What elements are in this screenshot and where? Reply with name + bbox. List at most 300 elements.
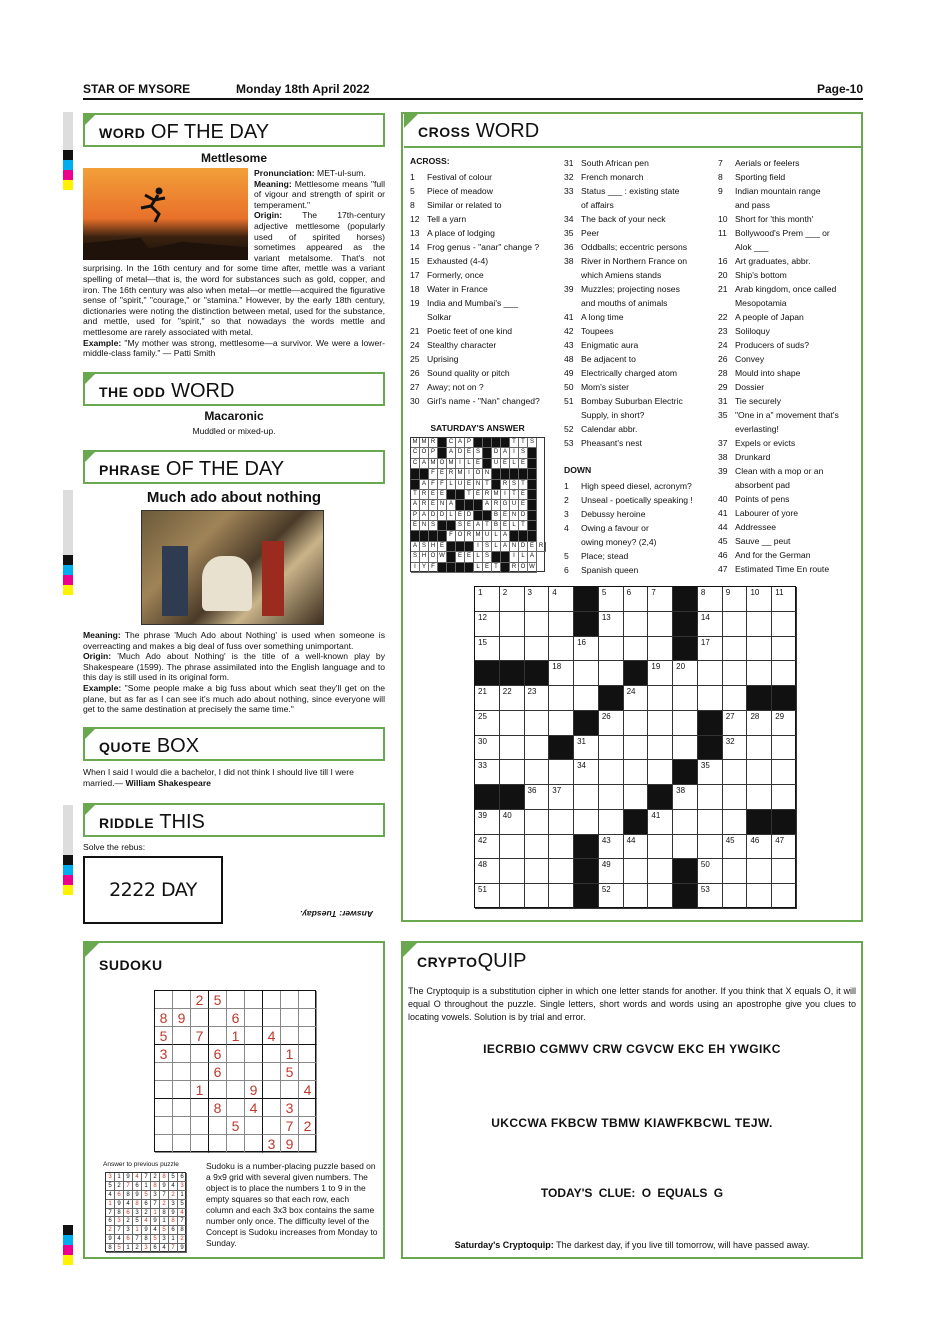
- crossword-cell[interactable]: 46: [747, 835, 772, 860]
- sudoku-cell[interactable]: [191, 1117, 209, 1135]
- answer-cell: T: [483, 521, 492, 531]
- answer-cell: [519, 531, 528, 541]
- crossword-cell[interactable]: [673, 711, 698, 736]
- sudoku-cell[interactable]: 5: [209, 991, 227, 1009]
- sudoku-cell[interactable]: [227, 1081, 245, 1099]
- crossword-cell[interactable]: 23: [525, 686, 550, 711]
- crossword-cell[interactable]: [549, 884, 574, 909]
- sudoku-cell[interactable]: [155, 1063, 173, 1081]
- black-cell: [525, 661, 550, 686]
- crossword-cell[interactable]: [698, 661, 723, 686]
- crossword-cell[interactable]: [549, 637, 574, 662]
- crossword-cell[interactable]: [624, 637, 649, 662]
- crossword-cell[interactable]: [599, 637, 624, 662]
- sudoku-cell[interactable]: [245, 1135, 263, 1153]
- answer-cell: R: [420, 490, 429, 500]
- previous-sudoku-cell: 1: [115, 1173, 124, 1182]
- crossword-cell[interactable]: [673, 810, 698, 835]
- crossword-cell[interactable]: 9: [723, 587, 748, 612]
- previous-sudoku-cell: 2: [169, 1191, 178, 1200]
- sudoku-cell[interactable]: 8: [155, 1009, 173, 1027]
- crossword-cell[interactable]: 15: [475, 637, 500, 662]
- crossword-cell[interactable]: [648, 835, 673, 860]
- crossword-cell[interactable]: [525, 711, 550, 736]
- sudoku-cell[interactable]: [191, 1099, 209, 1117]
- crossword-cell[interactable]: [525, 810, 550, 835]
- crossword-cell[interactable]: [624, 736, 649, 761]
- sudoku-cell[interactable]: 9: [281, 1135, 299, 1153]
- sudoku-cell[interactable]: [281, 1009, 299, 1027]
- crossword-cell[interactable]: 28: [747, 711, 772, 736]
- crossword-cell[interactable]: 31: [574, 736, 599, 761]
- crossword-cell[interactable]: [723, 686, 748, 711]
- crossword-cell[interactable]: [500, 612, 525, 637]
- crossword-cell[interactable]: [648, 760, 673, 785]
- crossword-cell[interactable]: [500, 835, 525, 860]
- crossword-cell[interactable]: [648, 637, 673, 662]
- crossword-cell[interactable]: 32: [723, 736, 748, 761]
- sudoku-cell[interactable]: [281, 991, 299, 1009]
- previous-sudoku-cell: 8: [160, 1173, 169, 1182]
- crossword-cell[interactable]: 26: [599, 711, 624, 736]
- sudoku-cell[interactable]: [245, 1063, 263, 1081]
- crossword-cell[interactable]: [500, 736, 525, 761]
- crossword-cell[interactable]: [549, 711, 574, 736]
- answer-cell: E: [501, 511, 510, 521]
- answer-cell: [411, 469, 420, 479]
- crossword-cell[interactable]: [624, 785, 649, 810]
- crossword-cell[interactable]: [574, 785, 599, 810]
- previous-sudoku-cell: 4: [178, 1209, 187, 1218]
- crossword-cell[interactable]: [747, 760, 772, 785]
- crossword-cell[interactable]: [525, 884, 550, 909]
- quote-text: When I said I would die a bachelor, I did not think I should live till I were married.— William Shakespeare: [83, 767, 354, 788]
- previous-sudoku-cell: 7: [115, 1226, 124, 1235]
- crossword-cell[interactable]: [772, 612, 797, 637]
- crossword-cell[interactable]: 12: [475, 612, 500, 637]
- sudoku-cell[interactable]: [173, 1045, 191, 1063]
- crossword-cell[interactable]: 10: [747, 587, 772, 612]
- crossword-cell[interactable]: 44: [624, 835, 649, 860]
- crossword-cell[interactable]: 38: [673, 785, 698, 810]
- crossword-cell[interactable]: 36: [525, 785, 550, 810]
- black-cell: [574, 835, 599, 860]
- crossword-cell[interactable]: [772, 785, 797, 810]
- crossword-cell[interactable]: [648, 859, 673, 884]
- answer-cell: E: [429, 490, 438, 500]
- crossword-cell[interactable]: 19: [648, 661, 673, 686]
- crossword-cell[interactable]: 11: [772, 587, 797, 612]
- crossword-cell[interactable]: 50: [698, 859, 723, 884]
- previous-sudoku-cell: 9: [115, 1200, 124, 1209]
- sudoku-cell[interactable]: [245, 1027, 263, 1045]
- black-cell: [574, 587, 599, 612]
- crossword-cell[interactable]: 33: [475, 760, 500, 785]
- crossword-cell[interactable]: [723, 612, 748, 637]
- clue-item: 31 South African pen: [564, 158, 649, 168]
- answer-cell: I: [456, 459, 465, 469]
- previous-sudoku-cell: 2: [106, 1226, 115, 1235]
- sudoku-cell[interactable]: [227, 991, 245, 1009]
- crossword-cell[interactable]: [723, 810, 748, 835]
- sudoku-cell[interactable]: 5: [281, 1063, 299, 1081]
- sudoku-cell[interactable]: 3: [263, 1135, 281, 1153]
- crossword-cell[interactable]: [648, 736, 673, 761]
- sudoku-cell[interactable]: 7: [281, 1117, 299, 1135]
- crossword-cell[interactable]: 16: [574, 637, 599, 662]
- sudoku-cell[interactable]: 3: [281, 1099, 299, 1117]
- crossword-cell[interactable]: 3: [525, 587, 550, 612]
- answer-cell: B: [492, 511, 501, 521]
- sudoku-cell[interactable]: [299, 1135, 317, 1153]
- sudoku-cell[interactable]: [191, 1009, 209, 1027]
- crossword-cell[interactable]: [648, 612, 673, 637]
- crossword-cell[interactable]: [723, 884, 748, 909]
- crossword-cell[interactable]: 14: [698, 612, 723, 637]
- previous-sudoku-cell: 8: [160, 1209, 169, 1218]
- answer-cell: M: [420, 438, 429, 448]
- clue-item: 29 Dossier: [718, 382, 765, 392]
- sudoku-cell[interactable]: [191, 1135, 209, 1153]
- sudoku-cell[interactable]: [263, 1045, 281, 1063]
- crossword-cell[interactable]: [723, 661, 748, 686]
- crossword-cell[interactable]: [599, 736, 624, 761]
- crossword-cell[interactable]: [624, 859, 649, 884]
- sudoku-cell[interactable]: [227, 1135, 245, 1153]
- sudoku-cell[interactable]: [281, 1081, 299, 1099]
- crossword-cell[interactable]: [500, 637, 525, 662]
- answer-cell: L: [510, 459, 519, 469]
- crossword-cell[interactable]: 39: [475, 810, 500, 835]
- crossword-cell[interactable]: 42: [475, 835, 500, 860]
- sudoku-cell[interactable]: [263, 1099, 281, 1117]
- crossword-cell[interactable]: [500, 859, 525, 884]
- crossword-grid[interactable]: [474, 586, 796, 908]
- answer-cell: S: [456, 521, 465, 531]
- crossword-cell[interactable]: 17: [698, 637, 723, 662]
- crossword-cell[interactable]: 49: [599, 859, 624, 884]
- crossword-cell[interactable]: [772, 661, 797, 686]
- sudoku-cell[interactable]: [281, 1027, 299, 1045]
- crossword-cell[interactable]: [525, 859, 550, 884]
- crossword-cell[interactable]: 24: [624, 686, 649, 711]
- sudoku-cell[interactable]: [173, 1063, 191, 1081]
- black-cell: [574, 612, 599, 637]
- crossword-cell[interactable]: [698, 785, 723, 810]
- sudoku-cell[interactable]: [155, 1117, 173, 1135]
- sudoku-grid[interactable]: [154, 990, 316, 1152]
- answer-cell: I: [510, 448, 519, 458]
- crossword-cell[interactable]: [747, 612, 772, 637]
- crossword-cell[interactable]: [624, 612, 649, 637]
- answer-cell: A: [411, 542, 420, 552]
- sudoku-cell[interactable]: [299, 1027, 317, 1045]
- crossword-cell[interactable]: [648, 884, 673, 909]
- crossword-cell[interactable]: [500, 760, 525, 785]
- sudoku-cell[interactable]: 7: [191, 1027, 209, 1045]
- crossword-cell[interactable]: [624, 760, 649, 785]
- black-cell: [747, 686, 772, 711]
- previous-sudoku-cell: 8: [124, 1191, 133, 1200]
- issue-date: Monday 18th April 2022: [236, 82, 370, 96]
- sudoku-cell[interactable]: [155, 1081, 173, 1099]
- crossword-cell[interactable]: [723, 760, 748, 785]
- crossword-cell[interactable]: [772, 637, 797, 662]
- answer-cell: [447, 490, 456, 500]
- crossword-cell[interactable]: 29: [772, 711, 797, 736]
- crossword-cell[interactable]: [599, 661, 624, 686]
- crossword-cell[interactable]: 8: [698, 587, 723, 612]
- sudoku-cell[interactable]: 2: [299, 1117, 317, 1135]
- crossword-cell[interactable]: 2: [500, 587, 525, 612]
- crossword-cell[interactable]: [599, 785, 624, 810]
- crossword-cell[interactable]: 7: [648, 587, 673, 612]
- sudoku-cell[interactable]: [299, 1009, 317, 1027]
- crossword-cell[interactable]: [624, 884, 649, 909]
- crossword-cell[interactable]: [723, 785, 748, 810]
- crossword-cell[interactable]: 35: [698, 760, 723, 785]
- answer-cell: [501, 563, 510, 573]
- black-cell: [599, 686, 624, 711]
- previous-sudoku-cell: 2: [133, 1244, 142, 1253]
- sudoku-cell[interactable]: [173, 1099, 191, 1117]
- answer-cell: T: [519, 521, 528, 531]
- answer-cell: Y: [420, 563, 429, 573]
- crossword-cell[interactable]: 34: [574, 760, 599, 785]
- crossword-cell[interactable]: [525, 835, 550, 860]
- black-cell: [648, 785, 673, 810]
- answer-cell: R: [510, 563, 519, 573]
- crossword-cell[interactable]: 1: [475, 587, 500, 612]
- crossword-cell[interactable]: 13: [599, 612, 624, 637]
- crossword-header: CROSS WORD: [404, 114, 861, 148]
- color-swatch: [63, 565, 73, 575]
- sudoku-cell[interactable]: [299, 1045, 317, 1063]
- answer-cell: N: [420, 521, 429, 531]
- sudoku-cell[interactable]: [173, 1081, 191, 1099]
- answer-cell: M: [447, 459, 456, 469]
- crossword-cell[interactable]: [747, 661, 772, 686]
- crossword-cell[interactable]: 25: [475, 711, 500, 736]
- crossword-cell[interactable]: [698, 835, 723, 860]
- crossword-cell[interactable]: 5: [599, 587, 624, 612]
- previous-sudoku-cell: 9: [133, 1191, 142, 1200]
- answer-cell: F: [429, 563, 438, 573]
- crossword-cell[interactable]: [673, 835, 698, 860]
- crossword-cell[interactable]: [772, 859, 797, 884]
- crossword-cell[interactable]: 51: [475, 884, 500, 909]
- clue-item: 38 River in Northern France on: [564, 256, 688, 266]
- sudoku-cell[interactable]: 2: [191, 991, 209, 1009]
- sudoku-cell[interactable]: [227, 1099, 245, 1117]
- sudoku-cell[interactable]: 5: [155, 1027, 173, 1045]
- sudoku-cell[interactable]: 4: [245, 1099, 263, 1117]
- black-cell: [772, 686, 797, 711]
- clue-item: 31 Tie securely: [718, 396, 782, 406]
- sudoku-cell[interactable]: [155, 991, 173, 1009]
- sudoku-cell[interactable]: 4: [299, 1081, 317, 1099]
- sudoku-cell[interactable]: 3: [155, 1045, 173, 1063]
- previous-sudoku-cell: 2: [115, 1182, 124, 1191]
- sudoku-cell[interactable]: 6: [209, 1063, 227, 1081]
- crossword-cell[interactable]: [574, 810, 599, 835]
- crossword-cell[interactable]: [500, 884, 525, 909]
- sudoku-cell[interactable]: [299, 1099, 317, 1117]
- crossword-cell[interactable]: 27: [723, 711, 748, 736]
- crossword-cell[interactable]: 45: [723, 835, 748, 860]
- sudoku-cell[interactable]: [209, 1135, 227, 1153]
- sudoku-cell[interactable]: [173, 1135, 191, 1153]
- answer-cell: O: [429, 552, 438, 562]
- clue-item: 43 Enigmatic aura: [564, 340, 639, 350]
- answer-cell: R: [420, 500, 429, 510]
- crossword-cell[interactable]: 41: [648, 810, 673, 835]
- sudoku-cell[interactable]: [245, 1009, 263, 1027]
- sudoku-cell[interactable]: 1: [281, 1045, 299, 1063]
- sudoku-cell[interactable]: [155, 1099, 173, 1117]
- crossword-cell[interactable]: [747, 736, 772, 761]
- clue-item: which Amiens stands: [581, 270, 662, 280]
- crossword-cell[interactable]: [624, 711, 649, 736]
- crossword-cell[interactable]: 37: [549, 785, 574, 810]
- crossword-cell[interactable]: [574, 661, 599, 686]
- sudoku-cell[interactable]: [263, 1081, 281, 1099]
- black-cell: [673, 760, 698, 785]
- answer-cell: [474, 438, 483, 448]
- crossword-cell[interactable]: [549, 835, 574, 860]
- crossword-cell[interactable]: [772, 884, 797, 909]
- crossword-cell[interactable]: [549, 686, 574, 711]
- sudoku-cell[interactable]: [191, 1045, 209, 1063]
- color-swatch: [63, 150, 73, 160]
- sudoku-cell[interactable]: [263, 1117, 281, 1135]
- crossword-cell[interactable]: 52: [599, 884, 624, 909]
- sudoku-cell[interactable]: [173, 1027, 191, 1045]
- clue-item: 40 Points of pens: [718, 494, 790, 504]
- crossword-cell[interactable]: [698, 810, 723, 835]
- answer-cell: L: [465, 459, 474, 469]
- sudoku-cell[interactable]: [209, 1117, 227, 1135]
- crossword-cell[interactable]: 18: [549, 661, 574, 686]
- crossword-cell[interactable]: [549, 760, 574, 785]
- crossword-cell[interactable]: 21: [475, 686, 500, 711]
- answer-cell: E: [465, 448, 474, 458]
- clue-item: 8 Similar or related to: [410, 200, 502, 210]
- crossword-cell[interactable]: [723, 637, 748, 662]
- sudoku-cell[interactable]: [299, 1063, 317, 1081]
- sudoku-cell[interactable]: [245, 1045, 263, 1063]
- clue-item: 24 Producers of suds?: [718, 340, 810, 350]
- sudoku-cell[interactable]: 6: [209, 1045, 227, 1063]
- cryptoquip-header: CRYPTOQUIP: [403, 943, 861, 977]
- sudoku-cell[interactable]: [209, 1081, 227, 1099]
- crossword-cell[interactable]: [648, 686, 673, 711]
- sudoku-cell[interactable]: [209, 1027, 227, 1045]
- crossword-cell[interactable]: [673, 736, 698, 761]
- crossword-cell[interactable]: [747, 859, 772, 884]
- answer-cell: [474, 500, 483, 510]
- sudoku-cell[interactable]: [227, 1063, 245, 1081]
- sudoku-cell[interactable]: 8: [209, 1099, 227, 1117]
- sudoku-cell[interactable]: 9: [173, 1009, 191, 1027]
- sudoku-cell[interactable]: [263, 991, 281, 1009]
- sudoku-cell[interactable]: [173, 1117, 191, 1135]
- crossword-cell[interactable]: [574, 686, 599, 711]
- sudoku-cell[interactable]: [263, 1063, 281, 1081]
- crossword-cell[interactable]: [525, 637, 550, 662]
- crossword-cell[interactable]: [698, 686, 723, 711]
- crossword-cell[interactable]: [648, 711, 673, 736]
- crossword-cell[interactable]: 22: [500, 686, 525, 711]
- clue-item: 12 Tell a yarn: [410, 214, 467, 224]
- previous-sudoku-cell: 4: [106, 1191, 115, 1200]
- answer-cell: O: [519, 563, 528, 573]
- crossword-cell[interactable]: [599, 760, 624, 785]
- sudoku-cell[interactable]: [155, 1135, 173, 1153]
- crossword-cell[interactable]: [747, 884, 772, 909]
- answer-cell: H: [420, 552, 429, 562]
- crossword-cell[interactable]: 4: [549, 587, 574, 612]
- crossword-cell[interactable]: 43: [599, 835, 624, 860]
- crossword-cell[interactable]: [525, 612, 550, 637]
- previous-sudoku-cell: 4: [169, 1182, 178, 1191]
- sudoku-cell[interactable]: [173, 991, 191, 1009]
- sudoku-cell[interactable]: 1: [227, 1027, 245, 1045]
- sudoku-cell[interactable]: [209, 1009, 227, 1027]
- crossword-cell[interactable]: [673, 686, 698, 711]
- sudoku-cell[interactable]: [263, 1009, 281, 1027]
- crossword-cell[interactable]: 6: [624, 587, 649, 612]
- sudoku-cell[interactable]: [245, 1117, 263, 1135]
- crossword-cell[interactable]: 20: [673, 661, 698, 686]
- crossword-cell[interactable]: [723, 859, 748, 884]
- sudoku-cell[interactable]: [191, 1063, 209, 1081]
- crossword-cell[interactable]: 47: [772, 835, 797, 860]
- crossword-cell[interactable]: 48: [475, 859, 500, 884]
- crossword-cell[interactable]: [772, 760, 797, 785]
- crossword-cell[interactable]: 30: [475, 736, 500, 761]
- crossword-cell[interactable]: [747, 785, 772, 810]
- crossword-cell[interactable]: [747, 637, 772, 662]
- crossword-cell[interactable]: [772, 736, 797, 761]
- crossword-cell[interactable]: [525, 760, 550, 785]
- sudoku-cell[interactable]: 1: [191, 1081, 209, 1099]
- answer-cell: A: [420, 480, 429, 490]
- crossword-cell[interactable]: [549, 612, 574, 637]
- crossword-cell[interactable]: [500, 711, 525, 736]
- color-swatch: [63, 1235, 73, 1245]
- crossword-cell[interactable]: [599, 810, 624, 835]
- sudoku-cell[interactable]: [299, 991, 317, 1009]
- crossword-cell[interactable]: 40: [500, 810, 525, 835]
- crossword-cell[interactable]: [549, 859, 574, 884]
- sudoku-cell[interactable]: 5: [227, 1117, 245, 1135]
- sudoku-cell[interactable]: 6: [227, 1009, 245, 1027]
- previous-sudoku-cell: 6: [169, 1226, 178, 1235]
- sudoku-cell[interactable]: 4: [263, 1027, 281, 1045]
- answer-cell: [447, 552, 456, 562]
- sudoku-cell[interactable]: 9: [245, 1081, 263, 1099]
- black-cell: [549, 736, 574, 761]
- sudoku-cell[interactable]: [245, 991, 263, 1009]
- crossword-cell[interactable]: [525, 736, 550, 761]
- previous-sudoku-cell: 6: [106, 1217, 115, 1226]
- clue-item: 50 Mom's sister: [564, 382, 629, 392]
- crossword-cell[interactable]: 53: [698, 884, 723, 909]
- crossword-cell[interactable]: [549, 810, 574, 835]
- sudoku-cell[interactable]: [227, 1045, 245, 1063]
- black-cell: [574, 859, 599, 884]
